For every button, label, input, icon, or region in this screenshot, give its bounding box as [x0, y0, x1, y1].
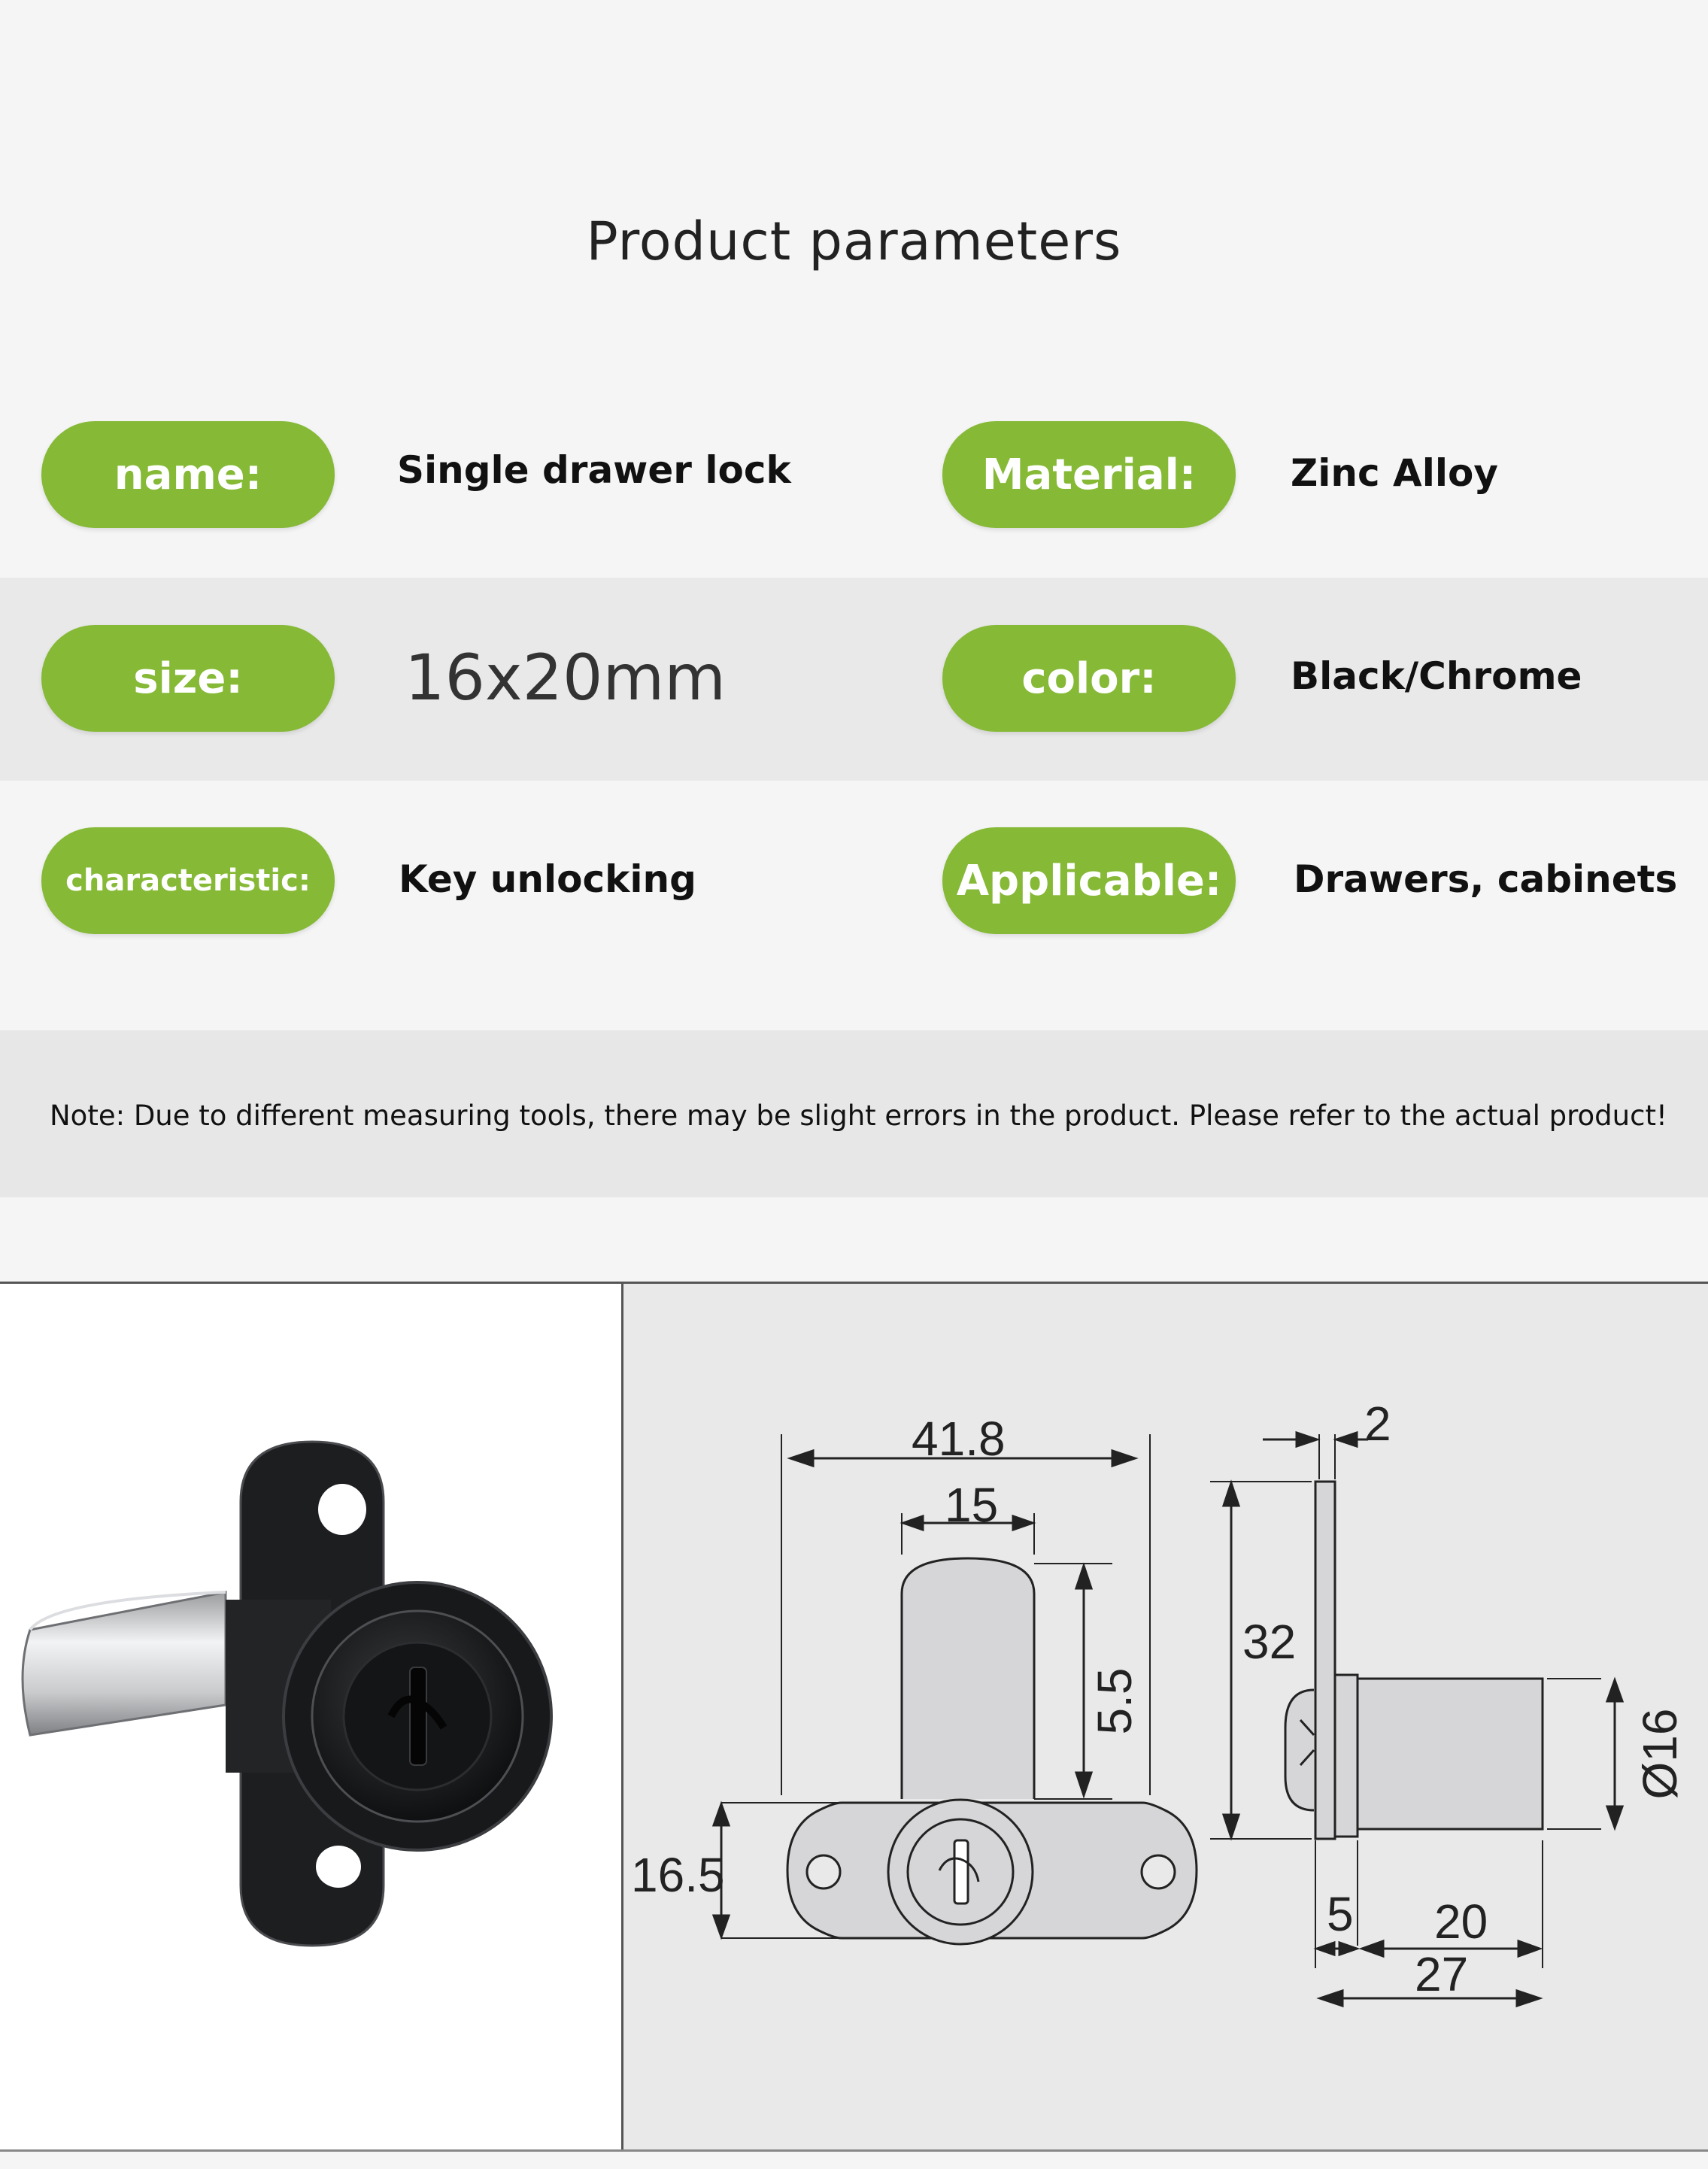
dim-body-label: 20 [1434, 1894, 1488, 1949]
product-photo [0, 1284, 621, 2149]
name-label-pill: name: [41, 421, 335, 528]
characteristic-label-pill: characteristic: [41, 827, 335, 934]
note-text: Note: Due to different measuring tools, there may be slight errors in the product. Please refer to the actual product! [50, 1100, 1667, 1132]
mount-hole-bottom [316, 1846, 361, 1888]
applicable-label-pill: Applicable: [942, 827, 1236, 934]
color-label-pill: color: [942, 625, 1236, 732]
dim-width-label: 41.8 [912, 1412, 1006, 1466]
size-value: 16x20mm [405, 641, 727, 714]
product-photo-panel [0, 1282, 621, 2149]
applicable-value: Drawers, cabinets [1294, 857, 1678, 901]
front-hole-left [807, 1855, 840, 1888]
characteristic-value: Key unlocking [399, 857, 696, 901]
size-label-pill: size: [41, 625, 335, 732]
front-cam [902, 1558, 1034, 1799]
dim-side-height-label: 32 [1242, 1615, 1297, 1669]
dim-plate-height-label: 16.5 [631, 1848, 725, 1902]
dim-small-label: 5 [1327, 1887, 1354, 1941]
dim-diameter-label: Ø16 [1633, 1708, 1687, 1800]
dim-total-label: 27 [1415, 1947, 1469, 2001]
page-title: Product parameters [586, 211, 1122, 272]
side-plate [1315, 1482, 1335, 1839]
technical-drawing [623, 1284, 1708, 2149]
color-value: Black/Chrome [1291, 654, 1582, 698]
dim-thickness-label: 2 [1364, 1397, 1391, 1451]
dim-cam-width-label: 15 [945, 1478, 999, 1532]
bottom-divider [0, 2149, 1708, 2169]
material-value: Zinc Alloy [1291, 451, 1498, 495]
product-images [0, 1282, 1708, 2149]
cam-blade [23, 1592, 226, 1735]
side-body [1358, 1679, 1543, 1829]
front-hole-right [1142, 1855, 1175, 1888]
technical-drawing-panel [621, 1282, 1708, 2149]
keyway [410, 1667, 426, 1765]
dim-cam-height-label: 5.5 [1088, 1667, 1142, 1735]
name-value: Single drawer lock [397, 448, 791, 492]
spacer-band [0, 1197, 1708, 1282]
mount-hole-top [318, 1484, 366, 1535]
material-label-pill: Material: [942, 421, 1236, 528]
